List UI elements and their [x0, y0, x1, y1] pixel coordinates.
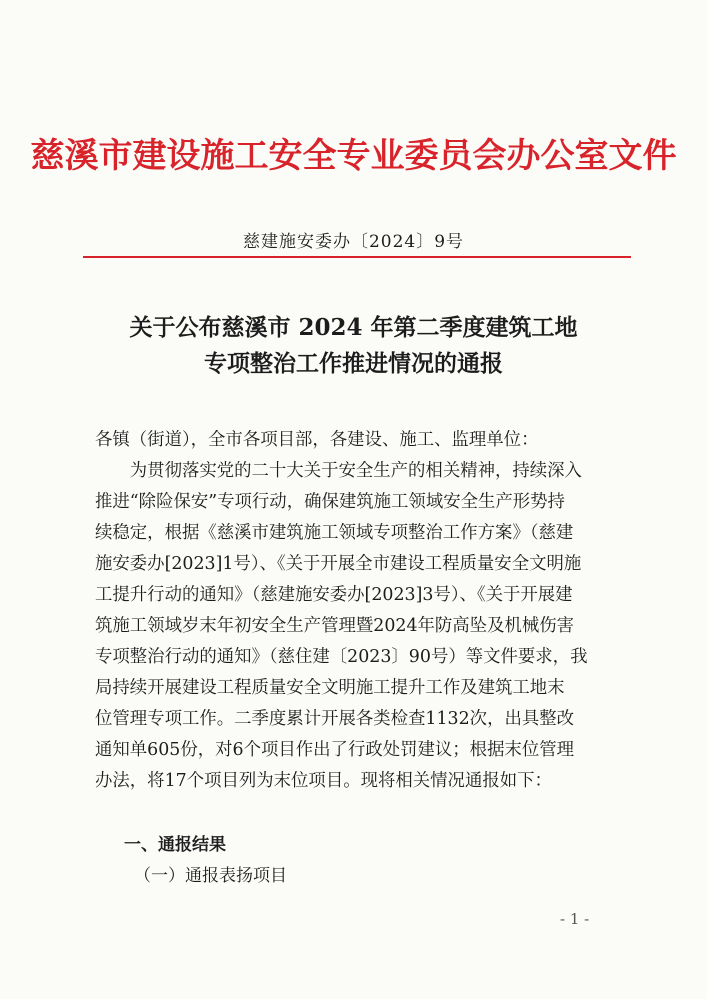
- org-header-title: 慈溪市建设施工安全专业委员会办公室文件: [30, 136, 677, 176]
- body-line: 续稳定，根据《慈溪市建筑施工领域专项整治工作方案》（慈建: [95, 523, 574, 543]
- document-title: [0, 310, 707, 382]
- document-number: 慈建施安委办〔2024〕9号: [242, 232, 465, 252]
- body-line: 工提升行动的通知》（慈建施安委办[2023]3号）、《关于开展建: [95, 585, 573, 605]
- body-line: 推进“除险保安”专项行动，确保建筑施工领域安全生产形势持: [95, 492, 565, 512]
- body-line: 为贯彻落实党的二十大关于安全生产的相关精神，持续深入: [95, 461, 582, 481]
- title-line-2: 专项整治工作推进情况的通报: [204, 350, 503, 377]
- page-number: - 1 -: [560, 910, 590, 928]
- body-line: 施安委办[2023]1号）、《关于开展全市建设工程质量安全文明施: [95, 554, 582, 574]
- subsection-heading: （一）通报表扬项目: [134, 866, 287, 886]
- body-line: 筑施工领域岁末年初安全生产管理暨2024年防高坠及机械伤害: [95, 616, 575, 636]
- section-heading: 一、通报结果: [124, 835, 226, 855]
- body-line: 各镇（街道），全市各项目部，各建设、施工、监理单位：: [95, 430, 539, 450]
- body-line: 专项整治行动的通知》（慈住建〔2023〕90号）等文件要求，我: [95, 647, 588, 667]
- body-line: 局持续开展建设工程质量安全文明施工提升工作及建筑工地末: [95, 678, 565, 698]
- red-divider-line: [83, 256, 631, 258]
- body-line: 通知单605份，对6个项目作出了行政处罚建议；根据末位管理: [95, 740, 575, 760]
- body-line: 办法，将17个项目列为末位项目。现将相关情况通报如下：: [95, 771, 552, 791]
- body-line: 位管理专项工作。二季度累计开展各类检查1132次，出具整改: [95, 709, 575, 729]
- document-body: [95, 425, 625, 797]
- title-line-1: 关于公布慈溪市 2024 年第二季度建筑工地: [129, 314, 578, 341]
